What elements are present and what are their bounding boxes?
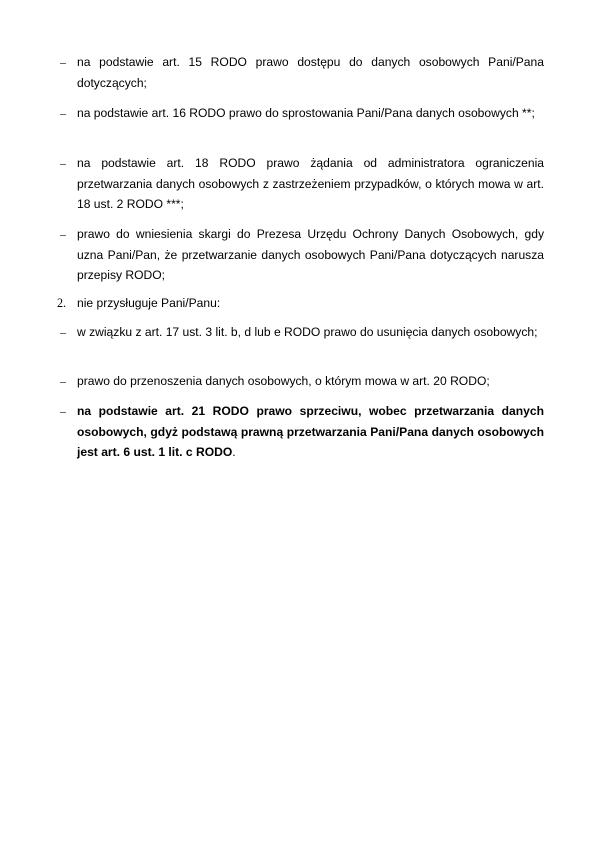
- dash-bullet: –: [60, 106, 66, 120]
- list-item: [60, 322, 544, 343]
- list-number: 2.: [57, 296, 67, 310]
- list-item-text: na podstawie art. 16 RODO prawo do sprostowania Pani/Pana danych osobowych **;: [77, 106, 535, 120]
- dash-bullet: –: [60, 404, 66, 418]
- list-item-text-bold: na podstawie art. 21 RODO prawo sprzeciwu, wobec przetwarzania danych osobowych, gdyż podstawą prawną przetwarzania Pani/Pana danych osobowych jest art. 6 ust. 1 lit. c RODO: [77, 404, 544, 459]
- list-item-text: nie przysługuje Pani/Panu:: [77, 296, 221, 310]
- dash-bullet: –: [60, 55, 66, 69]
- list-item-text: na podstawie art. 18 RODO prawo żądania od administratora ograniczenia przetwarzania danych osobowych z zastrzeżeniem przypadków, o których mowa w art. 18 ust. 2 RODO ***;: [77, 156, 544, 211]
- list-item: [60, 153, 544, 215]
- dash-bullet: –: [60, 374, 66, 388]
- list-item: [60, 103, 544, 124]
- dash-bullet: –: [60, 156, 66, 170]
- dash-bullet: –: [60, 325, 66, 339]
- list-item-text: na podstawie art. 15 RODO prawo dostępu do danych osobowych Pani/Pana dotyczących;: [77, 55, 544, 90]
- dash-bullet: –: [60, 227, 66, 241]
- list-item-text: prawo do przenoszenia danych osobowych, o którym mowa w art. 20 RODO;: [77, 374, 490, 388]
- list-item-tail: .: [232, 445, 236, 459]
- list-item: [60, 401, 544, 463]
- list-item: [60, 371, 544, 392]
- list-item-text: prawo do wniesienia skargi do Prezesa Urzędu Ochrony Danych Osobowych, gdy uzna Pani/Pan, że przetwarzanie danych osobowych Pani/Pana dotyczących narusza przepisy RODO;: [77, 227, 544, 282]
- list-item: [60, 52, 544, 93]
- list-item: [60, 224, 544, 286]
- list-item-text: w związku z art. 17 ust. 3 lit. b, d lub e RODO prawo do usunięcia danych osobowych;: [77, 325, 538, 339]
